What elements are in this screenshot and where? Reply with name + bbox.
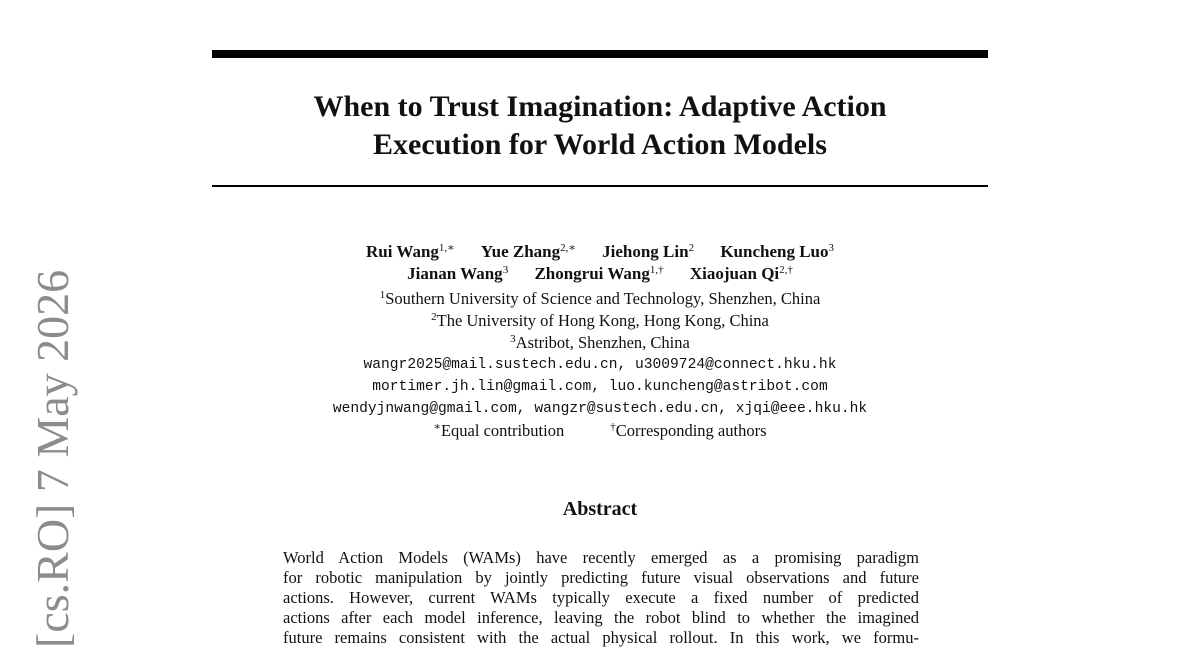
- corresponding-authors-note: †Corresponding authors: [610, 421, 767, 440]
- abstract-line: for robotic manipulation by jointly predicting future visual observations and future: [283, 568, 919, 587]
- email-list: [212, 354, 988, 420]
- affiliation-list: [212, 288, 988, 354]
- author: Jiehong Lin$^2$: [602, 242, 695, 261]
- author-list: [212, 241, 988, 285]
- title-line: Execution for World Action Models: [373, 128, 827, 161]
- equal-contribution-note: ∗Equal contribution: [433, 421, 565, 440]
- abstract-line: future remains consistent with the actual physical rollout. In this work, we formu-: [283, 628, 919, 647]
- author: Jianan Wang$^3$: [407, 264, 509, 283]
- abstract-line: actions. However, current WAMs typically execute a fixed number of predicted: [283, 588, 919, 607]
- author: Zhongrui Wang$^{1,\dagger}$: [534, 264, 664, 283]
- author: Rui Wang$^{1,∗}$: [366, 242, 455, 261]
- abstract-line: actions after each model inference, leaving the robot blind to whether the imagined: [283, 608, 919, 627]
- email-line: wendyjnwang@gmail.com, wangzr@sustech.edu.cn, xjqi@eee.hku.hk: [332, 401, 868, 417]
- title-top-rule: [212, 50, 988, 58]
- title-line: When to Trust Imagination: Adaptive Action: [313, 90, 887, 123]
- author-line: [212, 263, 988, 285]
- email-line: mortimer.jh.lin@gmail.com, luo.kuncheng@astribot.com: [372, 379, 828, 395]
- affiliation: $^2$The University of Hong Kong, Hong Kong, China: [431, 311, 769, 330]
- author: Xiaojuan $Qi^{2,\dagger}$: [689, 264, 793, 283]
- paper-title: [212, 88, 988, 164]
- contribution-notes: [212, 420, 988, 442]
- author: Kuncheng Luo$^3$: [720, 242, 834, 261]
- abstract-body: [283, 548, 919, 648]
- title-bottom-rule: [212, 185, 988, 187]
- author: Yue Zhang$^{2,∗}$: [480, 242, 576, 261]
- abstract-heading: Abstract: [562, 498, 638, 520]
- affiliation: $^1$Southern University of Science and Technology, Shenzhen, China: [379, 289, 821, 308]
- email-line: wangr2025@mail.sustech.edu.cn, u3009724@connect.hku.hk: [363, 357, 837, 373]
- author-line: [212, 241, 988, 263]
- arxiv-identifier-stamp: [cs.RO] 7 May 2026: [27, 269, 78, 648]
- abstract-line: World Action Models (WAMs) have recently emerged as a promising paradigm: [283, 548, 919, 567]
- affiliation: $^3$Astribot, Shenzhen, China: [510, 333, 690, 352]
